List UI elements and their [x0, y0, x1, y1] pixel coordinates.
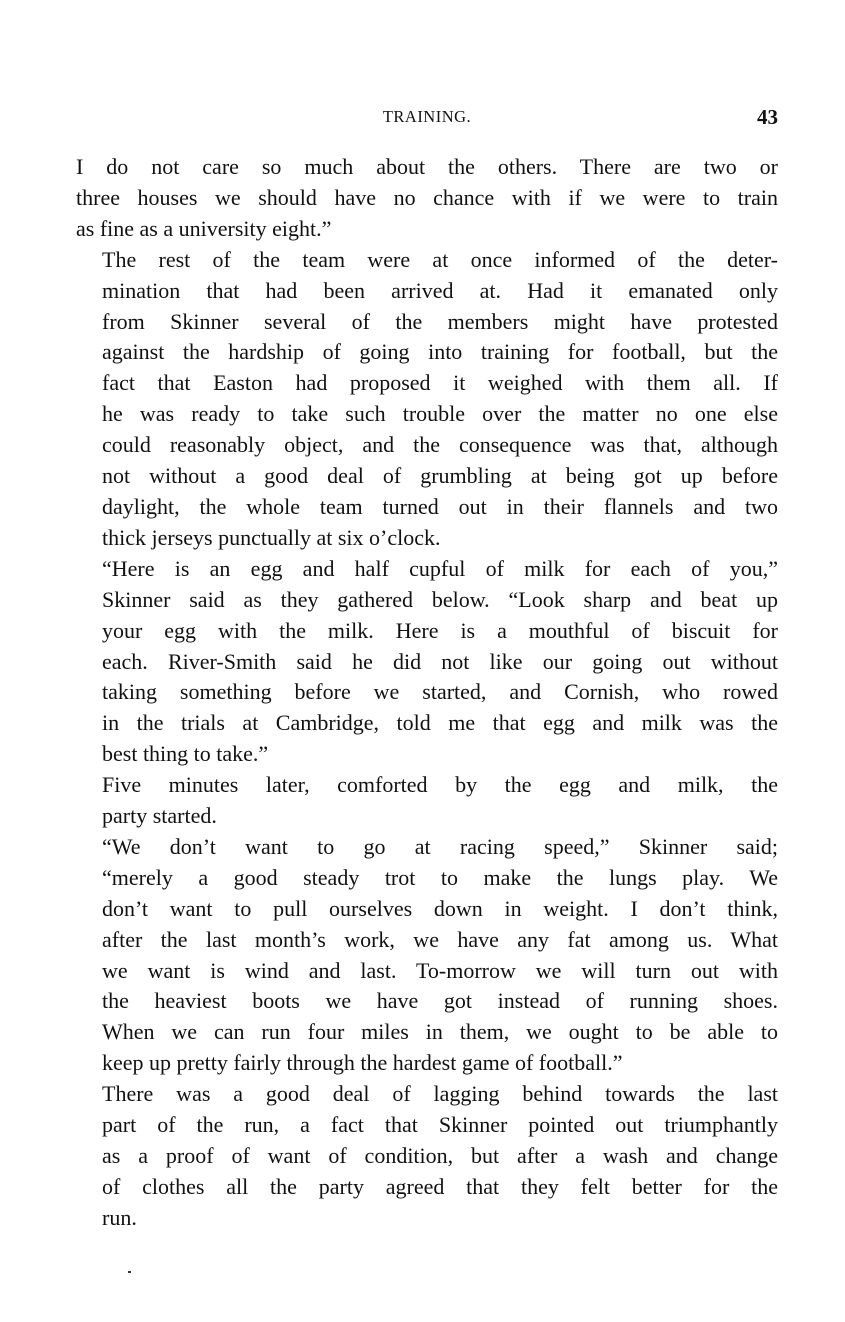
paragraph	[76, 554, 778, 770]
text-line: taking something before we started, and Cornish, who rowed	[102, 679, 778, 705]
page-number: 43	[757, 105, 778, 129]
text-line: best thing to take.”	[102, 741, 269, 767]
text-line: “merely a good steady trot to make the lungs play. We	[102, 864, 778, 890]
body-text	[76, 152, 778, 1234]
text-line: of clothes all the party agreed that they felt better for the	[102, 1173, 778, 1199]
text-line: I do not care so much about the others. There are two or	[76, 154, 778, 179]
text-line: your egg with the milk. Here is a mouthful of biscuit for	[102, 617, 778, 643]
text-line: after the last month’s work, we have any fat among us. What	[102, 926, 778, 952]
paragraph	[76, 832, 778, 1079]
text-line: as fine as a university eight.”	[76, 215, 332, 241]
paragraph	[76, 152, 778, 245]
text-line: against the hardship of going into training for football, but the	[102, 339, 778, 365]
text-line: part of the run, a fact that Skinner pointed out triumphantly	[102, 1112, 778, 1138]
text-line: three houses we should have no chance with if we were to train	[76, 184, 778, 210]
text-line: thick jerseys punctually at six o’clock.	[102, 524, 441, 550]
chapter-title: TRAINING.	[382, 107, 472, 126]
text-line: he was ready to take such trouble over the matter no one else	[102, 401, 778, 427]
text-line: fact that Easton had proposed it weighed with them all. If	[102, 370, 778, 396]
paragraph	[76, 245, 778, 554]
text-line: mination that had been arrived at. Had it emanated only	[102, 277, 778, 303]
text-line: “We don’t want to go at racing speed,” Skinner said;	[102, 833, 778, 859]
text-line: as a proof of want of condition, but after a wash and change	[102, 1143, 778, 1168]
text-line: could reasonably object, and the consequence was that, although	[102, 432, 778, 458]
text-line: The rest of the team were at once informed of the deter-	[102, 246, 778, 272]
text-line: each. River-Smith said he did not like our going out without	[102, 648, 778, 674]
text-line: There was a good deal of lagging behind towards the last	[102, 1081, 778, 1107]
paragraph	[76, 770, 778, 832]
text-line: Five minutes later, comforted by the egg and milk, the	[102, 772, 778, 798]
text-line: Skinner said as they gathered below. “Look sharp and beat up	[102, 586, 778, 612]
text-line: in the trials at Cambridge, told me that egg and milk was the	[102, 710, 778, 736]
text-line: “Here is an egg and half cupful of milk for each of you,”	[102, 555, 778, 581]
text-line: we want is wind and last. To-morrow we will turn out with	[102, 957, 778, 983]
paragraph	[76, 1079, 778, 1234]
text-line: party started.	[102, 803, 217, 829]
text-line: When we can run four miles in them, we ought to be able to	[102, 1019, 778, 1045]
text-line: keep up pretty fairly through the hardest game of football.”	[102, 1050, 623, 1076]
text-line: daylight, the whole team turned out in their flannels and two	[102, 493, 778, 519]
running-head	[76, 104, 778, 130]
print-speck	[128, 1271, 131, 1273]
text-line: from Skinner several of the members might have protested	[102, 308, 778, 334]
text-line: don’t want to pull ourselves down in weight. I don’t think,	[102, 895, 778, 921]
text-line: not without a good deal of grumbling at being got up before	[102, 463, 778, 489]
text-line: the heaviest boots we have got instead of running shoes.	[102, 988, 778, 1014]
text-line: run.	[102, 1204, 137, 1230]
